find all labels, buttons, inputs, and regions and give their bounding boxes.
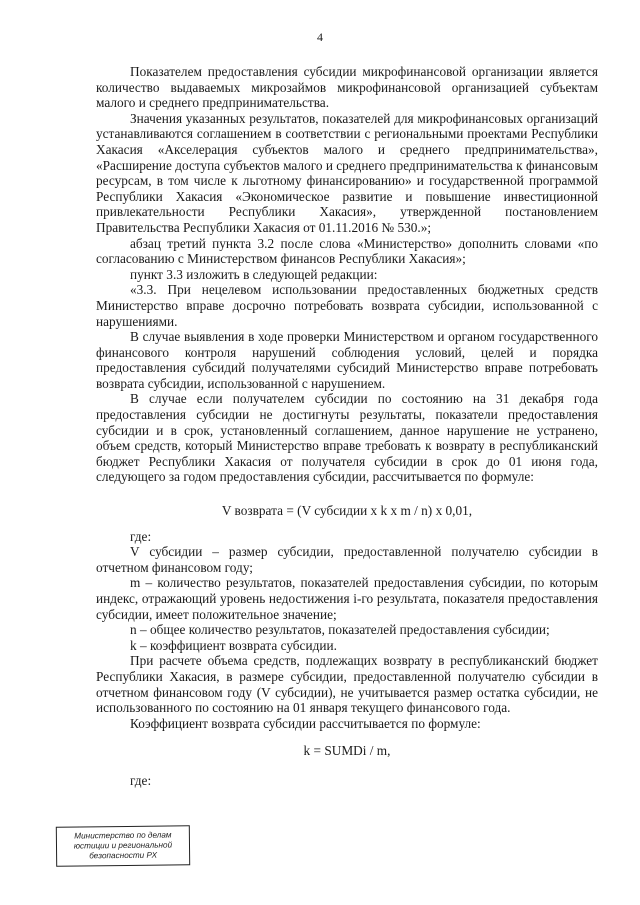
- paragraph: Показателем предоставления субсидии микрофинансовой организации является количество выдаваемых микрозаймов микрофинансовой организацией субъектам малого и среднего предпринимательства.: [96, 64, 598, 111]
- document-body: [96, 64, 598, 789]
- where-label: где:: [130, 772, 152, 788]
- formula-coefficient: k = SUMDi / m,: [303, 743, 391, 759]
- page-number: 4: [317, 30, 323, 44]
- definition: m – количество результатов, показателей предоставления субсидии, по которым индекс, отражающий уровень недостижения i-го результата, показателя предоставления субсидии, имеет положительное значение;: [96, 575, 598, 622]
- paragraph: При расчете объема средств, подлежащих возврату в республиканский бюджет Республики Хакасия, в размере субсидии, предоставленной получателю субсидии в отчетном финансовом году (V субсидии), не учитывается размер остатка субсидии, не использованного по состоянию на 01 января текущего финансового года.: [96, 653, 598, 716]
- definition: k – коэффициент возврата субсидии.: [130, 637, 337, 653]
- paragraph: абзац третий пункта 3.2 после слова «Министерство» дополнить словами «по согласованию с Министерством финансов Республики Хакасия»;: [96, 235, 598, 267]
- registration-stamp: [56, 825, 190, 866]
- definition: n – общее количество результатов, показателей предоставления субсидии;: [130, 622, 550, 638]
- paragraph: В случае если получателем субсидии по состоянию на 31 декабря года предоставления субсидии не достигнуты результаты, показатели предоставления субсидии и в срок, установленный соглашением, данное нарушение не устранено, объем средств, который Министерство вправе требовать к возврату в республиканский бюджет Республики Хакасия от получателя субсидии в срок до 01 июня года, следующего за годом предоставления субсидии, рассчитывается по формуле:: [96, 391, 598, 485]
- paragraph: В случае выявления в ходе проверки Министерством и органом государственного финансового контроля нарушений соблюдения условий, целей и порядка предоставления субсидий получателями субсидий Министерство вправе потребовать возврата субсидии, использованной с нарушением.: [96, 329, 598, 391]
- stamp-line: безопасности РХ: [89, 850, 158, 861]
- paragraph: Значения указанных результатов, показателей для микрофинансовых организаций устанавливаются соглашением в соответствии с региональными проектами Республики Хакасия «Акселерация субъектов малого и среднего предпринимательства», «Расширение доступа субъектов малого и среднего предпринимательства к финансовым ресурсам, в том числе к льготному финансированию» и государственной программой Республики Хакасия «Экономическое развитие и повышение инвестиционной привлекательности Республики Хакасия», утвержденной постановлением Правительства Республики Хакасия от 01.11.2016 № 530.»;: [96, 110, 598, 235]
- paragraph: Коэффициент возврата субсидии рассчитывается по формуле:: [130, 715, 481, 731]
- stamp-line: Министерство по делам: [74, 830, 172, 841]
- formula-return-volume: V возврата = (V субсидии x k x m / n) x 0,01,: [221, 503, 473, 519]
- paragraph: пункт 3.3 изложить в следующей редакции:: [130, 266, 378, 282]
- stamp-line: юстиции и региональной: [73, 840, 173, 851]
- paragraph: «3.3. При нецелевом использовании предоставленных бюджетных средств Министерство вправе досрочно потребовать возврата субсидии, использованной с нарушениями.: [96, 282, 598, 329]
- definition: V субсидии – размер субсидии, предоставленной получателю субсидии в отчетном финансовом году;: [96, 544, 598, 575]
- where-label: где:: [130, 528, 152, 544]
